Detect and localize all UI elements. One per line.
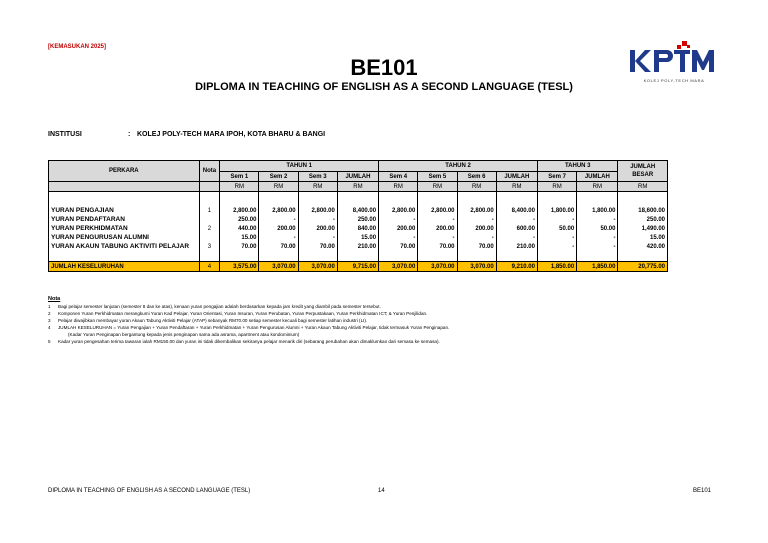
row-value: -: [298, 215, 337, 224]
row-value: 50.00: [577, 224, 618, 233]
total-value: 1,850.00: [537, 262, 576, 272]
note-item: [48, 310, 688, 317]
table-header-row: [49, 161, 668, 172]
note-number: 3: [48, 318, 51, 323]
sub-header-cell: Sem 1: [220, 172, 259, 182]
row-value: 1,800.00: [537, 206, 576, 215]
sub-header-cell: Sem 5: [418, 172, 457, 182]
row-value: -: [577, 215, 618, 224]
row-nota: 3: [199, 242, 220, 251]
row-value: -: [537, 215, 576, 224]
spacer-cell: [457, 251, 496, 262]
total-nota: 4: [199, 262, 220, 272]
row-value: 2,800.00: [259, 206, 298, 215]
institution-value: KOLEJ POLY-TECH MARA IPOH, KOTA BHARU & BANGI: [137, 131, 326, 138]
row-value: -: [496, 233, 537, 242]
unit-row: [49, 182, 668, 192]
spacer-cell: [298, 251, 337, 262]
row-value: -: [577, 233, 618, 242]
note-item: [48, 331, 688, 338]
note-text: Pelajar diwajibkan membayar yuran Akaun Tabung Aktiviti Pelajar (ATAP) sebanyak RM70.00 setiap semester kecuali bagi semester latihan industri (LI).: [58, 318, 368, 323]
total-label: JUMLAH KESELURUHAN: [49, 262, 200, 272]
spacer-cell: [418, 192, 457, 207]
spacer-cell: [259, 192, 298, 207]
unit-cell: RM: [259, 182, 298, 192]
kptm-logo: [628, 40, 720, 88]
note-text: (Kadar Yuran Penginapan bergantung kepada jenis penginapan sama ada asrama, apartment atau kondominium): [68, 332, 300, 337]
intake-tag: [KEMASUKAN 2025]: [48, 44, 107, 50]
note-item: [48, 303, 688, 310]
row-value: 15.00: [618, 233, 668, 242]
row-value: 2,800.00: [457, 206, 496, 215]
total-value: 3,070.00: [418, 262, 457, 272]
row-value: 210.00: [496, 242, 537, 251]
col-jumlah-besar: JUMLAH BESAR: [618, 161, 668, 182]
row-value: 50.00: [537, 224, 576, 233]
row-value: -: [259, 233, 298, 242]
sub-header-cell: Sem 7: [537, 172, 576, 182]
unit-cell: RM: [577, 182, 618, 192]
footer-title: DIPLOMA IN TEACHING OF ENGLISH AS A SECOND LANGUAGE (TESL): [48, 488, 251, 494]
spacer-cell: [379, 251, 418, 262]
institution-colon: :: [128, 131, 131, 138]
row-value: 1,800.00: [577, 206, 618, 215]
program-code: BE101: [350, 55, 418, 80]
row-value: 18,600.00: [618, 206, 668, 215]
footer-page-number: 14: [378, 488, 385, 494]
row-value: 200.00: [259, 224, 298, 233]
unit-cell-blank: [199, 182, 220, 192]
unit-cell: RM: [457, 182, 496, 192]
total-value: 1,850.00: [577, 262, 618, 272]
sub-header-cell: JUMLAH: [337, 172, 378, 182]
spacer-cell: [337, 192, 378, 207]
total-value: 9,210.00: [496, 262, 537, 272]
row-value: 15.00: [220, 233, 259, 242]
note-item: [48, 324, 688, 331]
spacer-cell: [457, 192, 496, 207]
total-value: 3,070.00: [298, 262, 337, 272]
unit-cell: RM: [618, 182, 668, 192]
row-value: -: [496, 215, 537, 224]
unit-cell-blank: [49, 182, 200, 192]
col-nota: Nota: [199, 161, 220, 182]
row-value: 70.00: [418, 242, 457, 251]
note-number: [48, 331, 58, 338]
spacer-cell: [537, 192, 576, 207]
row-value: 8,400.00: [337, 206, 378, 215]
spacer-cell: [259, 251, 298, 262]
table-row: [49, 206, 668, 215]
row-value: 2,800.00: [220, 206, 259, 215]
row-value: -: [537, 233, 576, 242]
row-value: 250.00: [220, 215, 259, 224]
row-value: -: [298, 233, 337, 242]
table-row: [49, 215, 668, 224]
row-value: 2,800.00: [418, 206, 457, 215]
note-text: Kadar yuran pengesahan terima tawaran ialah RM150.00 dan yuran ini tidak dikembalikan sekiranya pelajar menarik diri (sebarang perubahan akan dimaklumkan dari semasa ke semasa).: [58, 339, 440, 344]
spacer-cell: [577, 192, 618, 207]
row-value: 70.00: [220, 242, 259, 251]
row-value: 200.00: [379, 224, 418, 233]
row-nota: [199, 233, 220, 242]
note-item: [48, 317, 688, 324]
row-value: 2,800.00: [379, 206, 418, 215]
row-nota: [199, 215, 220, 224]
col-perkara: PERKARA: [49, 161, 200, 182]
row-value: 200.00: [418, 224, 457, 233]
sub-header-cell: Sem 6: [457, 172, 496, 182]
row-value: -: [379, 233, 418, 242]
spacer-cell: [418, 251, 457, 262]
row-label: YURAN PERKHIDMATAN: [49, 224, 200, 233]
row-value: 70.00: [298, 242, 337, 251]
table-row: [49, 242, 668, 251]
unit-cell: RM: [418, 182, 457, 192]
unit-cell: RM: [298, 182, 337, 192]
institution-label: INSTITUSI: [48, 131, 82, 138]
note-text: Komponen Yuran Perkhidmatan merangkumi Yuran Kad Pelajar, Yuran Orientasi, Yuran Insuran, Yuran Perubatan, Yuran Perpustakaan, Yuran Perkhidmatan ICT; & Yuran Penjilidan.: [58, 311, 428, 316]
row-label: YURAN PENGAJIAN: [49, 206, 200, 215]
note-number: 5: [48, 339, 51, 344]
spacer-cell: [577, 251, 618, 262]
spacer-cell: [496, 251, 537, 262]
row-value: 420.00: [618, 242, 668, 251]
sub-header-cell: JUMLAH: [496, 172, 537, 182]
row-value: 600.00: [496, 224, 537, 233]
row-value: -: [418, 215, 457, 224]
spacer-cell: [199, 192, 220, 207]
sub-header-cell: Sem 3: [298, 172, 337, 182]
program-title: DIPLOMA IN TEACHING OF ENGLISH AS A SECOND LANGUAGE (TESL): [195, 81, 573, 93]
row-value: -: [457, 233, 496, 242]
col-tahun-1: TAHUN 1: [220, 161, 379, 172]
note-number: 4: [48, 325, 51, 330]
note-number: 1: [48, 304, 51, 309]
spacer-cell: [537, 251, 576, 262]
logo-subtitle: KOLEJ POLY-TECH MARA: [643, 78, 705, 83]
row-value: 15.00: [337, 233, 378, 242]
notes-list: [48, 303, 688, 345]
total-value: 3,070.00: [259, 262, 298, 272]
row-value: -: [577, 242, 618, 251]
spacer-cell: [199, 251, 220, 262]
row-value: 250.00: [618, 215, 668, 224]
unit-cell: RM: [220, 182, 259, 192]
row-value: 2,800.00: [298, 206, 337, 215]
spacer-row: [49, 192, 668, 207]
row-value: 210.00: [337, 242, 378, 251]
note-text: Bagi pelajar semester lanjutan (semester 8 dan ke atas), kenaan yuran pengajian adalah berdasarkan kepada jam kredit yang diambil pada semester tersebut.: [58, 304, 381, 309]
note-text: JUMLAH KESELURUHAN = Yuran Pengajian + Yuran Pendaftaran + Yuran Perkhidmatan + Yuran Pengurusan Alumni + Yuran Akaun Tabung Aktiviti Pelajar, tidak termasuk Yuran Penginapan.: [58, 325, 450, 330]
row-value: 200.00: [457, 224, 496, 233]
notes-heading: Nota: [48, 296, 61, 302]
spacer-cell: [49, 251, 200, 262]
row-value: -: [537, 242, 576, 251]
sub-header-cell: Sem 2: [259, 172, 298, 182]
sub-header-cell: Sem 4: [379, 172, 418, 182]
spacer-cell: [220, 192, 259, 207]
note-item: [48, 338, 688, 345]
col-tahun-3: TAHUN 3: [537, 161, 617, 172]
row-label: YURAN AKAUN TABUNG AKTIVITI PELAJAR: [49, 242, 200, 251]
spacer-cell: [618, 192, 668, 207]
row-label: YURAN PENDAFTARAN: [49, 215, 200, 224]
row-value: -: [418, 233, 457, 242]
row-value: 250.00: [337, 215, 378, 224]
kptm-logo-mark: [628, 40, 720, 76]
row-nota: 1: [199, 206, 220, 215]
row-value: -: [379, 215, 418, 224]
unit-cell: RM: [337, 182, 378, 192]
row-value: -: [457, 215, 496, 224]
row-value: 70.00: [379, 242, 418, 251]
total-value: 20,775.00: [618, 262, 668, 272]
row-value: 840.00: [337, 224, 378, 233]
row-label: YURAN PENGURUSAN ALUMNI: [49, 233, 200, 242]
row-value: 1,490.00: [618, 224, 668, 233]
row-value: 70.00: [457, 242, 496, 251]
table-row: [49, 224, 668, 233]
spacer-row: [49, 251, 668, 262]
spacer-cell: [220, 251, 259, 262]
spacer-cell: [618, 251, 668, 262]
spacer-cell: [298, 192, 337, 207]
row-value: 70.00: [259, 242, 298, 251]
unit-cell: RM: [537, 182, 576, 192]
total-value: 9,715.00: [337, 262, 378, 272]
row-value: 8,400.00: [496, 206, 537, 215]
notes-section: [48, 296, 688, 345]
col-tahun-2: TAHUN 2: [379, 161, 538, 172]
spacer-cell: [496, 192, 537, 207]
row-nota: 2: [199, 224, 220, 233]
note-number: 2: [48, 311, 51, 316]
total-row: [49, 262, 668, 272]
spacer-cell: [379, 192, 418, 207]
spacer-cell: [337, 251, 378, 262]
total-value: 3,575.00: [220, 262, 259, 272]
spacer-cell: [49, 192, 200, 207]
row-value: 440.00: [220, 224, 259, 233]
sub-header-cell: JUMLAH: [577, 172, 618, 182]
unit-cell: RM: [496, 182, 537, 192]
fee-table: [48, 160, 668, 272]
total-value: 3,070.00: [457, 262, 496, 272]
unit-cell: RM: [379, 182, 418, 192]
row-value: 200.00: [298, 224, 337, 233]
table-row: [49, 233, 668, 242]
footer-code: BE101: [693, 488, 712, 494]
total-value: 3,070.00: [379, 262, 418, 272]
row-value: -: [259, 215, 298, 224]
